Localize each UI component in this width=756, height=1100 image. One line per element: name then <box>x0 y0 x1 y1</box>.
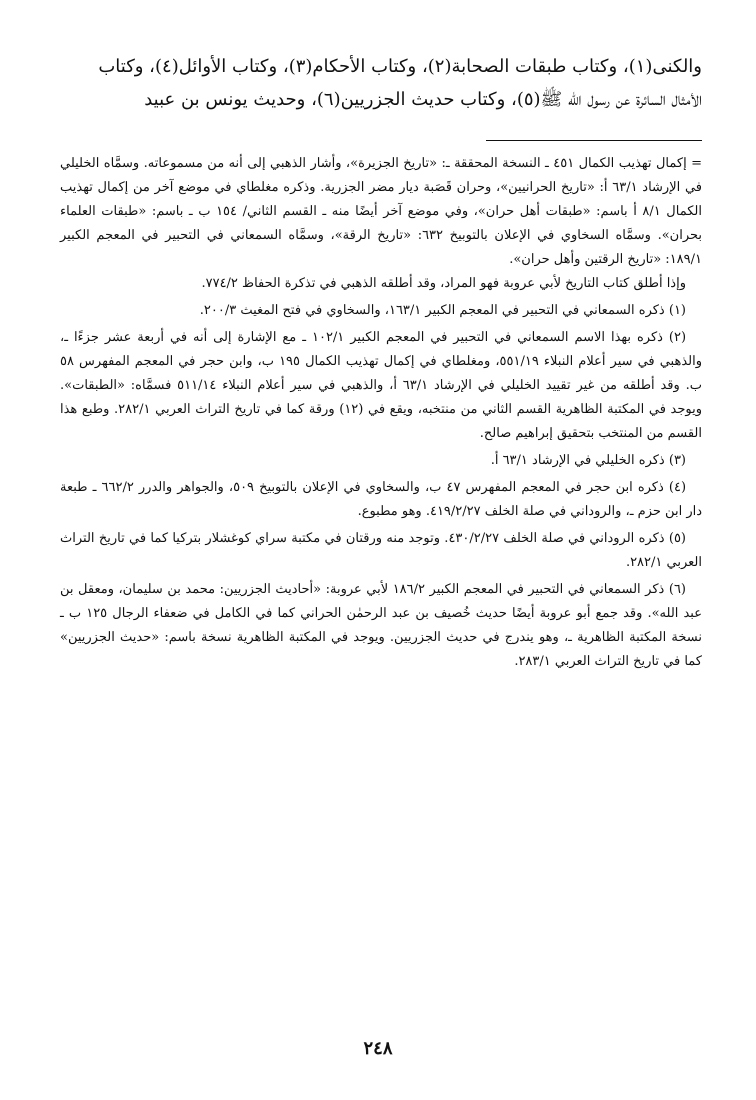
footnotes <box>60 152 702 677</box>
footnote-2: (٢) ذكره بهذا الاسم السمعاني في التحبير في المعجم الكبير ١٠٢/١ ـ مع الإشارة إلى أنه في أربعة عشر جزءًا ـ، والذهبي في سير أعلام النبلاء ٥٥١/١٩، ومغلطاي في إكمال تهذيب الكمال ١٩٥ ب، وابن حجر في المعجم المفهرس ٥٨ ب. وقد أطلقه من غير تقييد الخليلي في الإرشاد ٦٣/١ أ، والذهبي في سير أعلام النبلاء ٥١١/١٤ فسمَّاه: «الطبقات». ويوجد في المكتبة الظاهرية القسم الثاني من منتخبه، ويقع في (١٢) ورقة كما في تاريخ التراث العربي ٢٨٢/١. وطبع هذا القسم من المنتخب بتحقيق إبراهيم صالح. <box>60 330 703 441</box>
footnote-6: (٦) ذكر السمعاني في التحبير في المعجم الكبير ١٨٦/٢ لأبي عروبة: «أحاديث الجزريين: محمد بن سليمان، ومعقل بن عبد الله». وقد جمع أبو عروبة أيضًا حديث خُصيف بن عبد الرحمٰن الحراني كما في الكامل في ضعفاء الرجال ١٢٥ ب ـ نسخة المكتبة الظاهرية ـ، وهو يندرج في حديث الجزريين. ويوجد في المكتبة الظاهرية نسخة باسم: «حديث الجزريين» كما في تاريخ التراث العربي ٢٨٣/١. <box>60 582 702 669</box>
main-text-line-2: الأمثال السائرة عن رسول الله ﷺ(٥)، وكتاب حديث الجزريين(٦)، وحديث يونس بن عبيد <box>144 89 702 110</box>
page-number: ٢٤٨ <box>363 1038 393 1059</box>
footnote-1: (١) ذكره السمعاني في التحبير في المعجم الكبير ١٦٣/١، والسخاوي في فتح المغيث ٢٠٠/٣. <box>199 303 686 318</box>
footnote-4: (٤) ذكره ابن حجر في المعجم المفهرس ٤٧ ب، والسخاوي في الإعلان بالتوبيخ ٥٠٩، والجواهر والدرر ٦٦٢/٢ ـ طبعة دار ابن حزم ـ، والروداني في صلة الخلف ٤١٩/٢/٢٧. وهو مطبوع. <box>60 480 702 519</box>
footnote-3: (٣) ذكره الخليلي في الإرشاد ٦٣/١ أ. <box>490 453 686 468</box>
main-text-line-1: والكنى(١)، وكتاب طبقات الصحابة(٢)، وكتاب الأحكام(٣)، وكتاب الأوائل(٤)، وكتاب <box>98 56 702 77</box>
footnote-paragraph: وإذا أطلق كتاب التاريخ لأبي عروبة فهو المراد، وقد أطلقه الذهبي في تذكرة الحفاظ ٧٧٤/٢. <box>201 276 686 291</box>
footnote-5: (٥) ذكره الروداني في صلة الخلف ٤٣٠/٢/٢٧. وتوجد منه ورقتان في مكتبة سراي كوغشلار بتركيا كما في تاريخ التراث العربي ٢٨٢/١. <box>60 531 702 570</box>
footnote-separator <box>486 140 702 141</box>
main-text <box>60 50 702 116</box>
footnote-continuation: = إكمال تهذيب الكمال ٤٥١ ـ النسخة المحققة ـ: «تاريخ الجزيرة»، وأشار الذهبي إلى أنه من مسموعاته. وسمَّاه الخليلي في الإرشاد ٦٣/١ أ: «تاريخ الحرانيين»، وحران قَصَبة ديار مضر الجزرية. وذكره مغلطاي في موضع آخر من إكمال تهذيب الكمال ٨/١ أ باسم: «طبقات أهل حران»، وفي موضع آخر أيضًا منه ـ القسم الثاني/ ١٥٤ ب ـ باسم: «طبقات العلماء بحران». وسمَّاه السخاوي في الإعلان بالتوبيخ ٦٣٢: «تاريخ الرقة»، وسمَّاه السمعاني في التحبير في المعجم الكبير ١٨٩/١: «تاريخ الرقتين وأهل حران». <box>60 156 703 267</box>
